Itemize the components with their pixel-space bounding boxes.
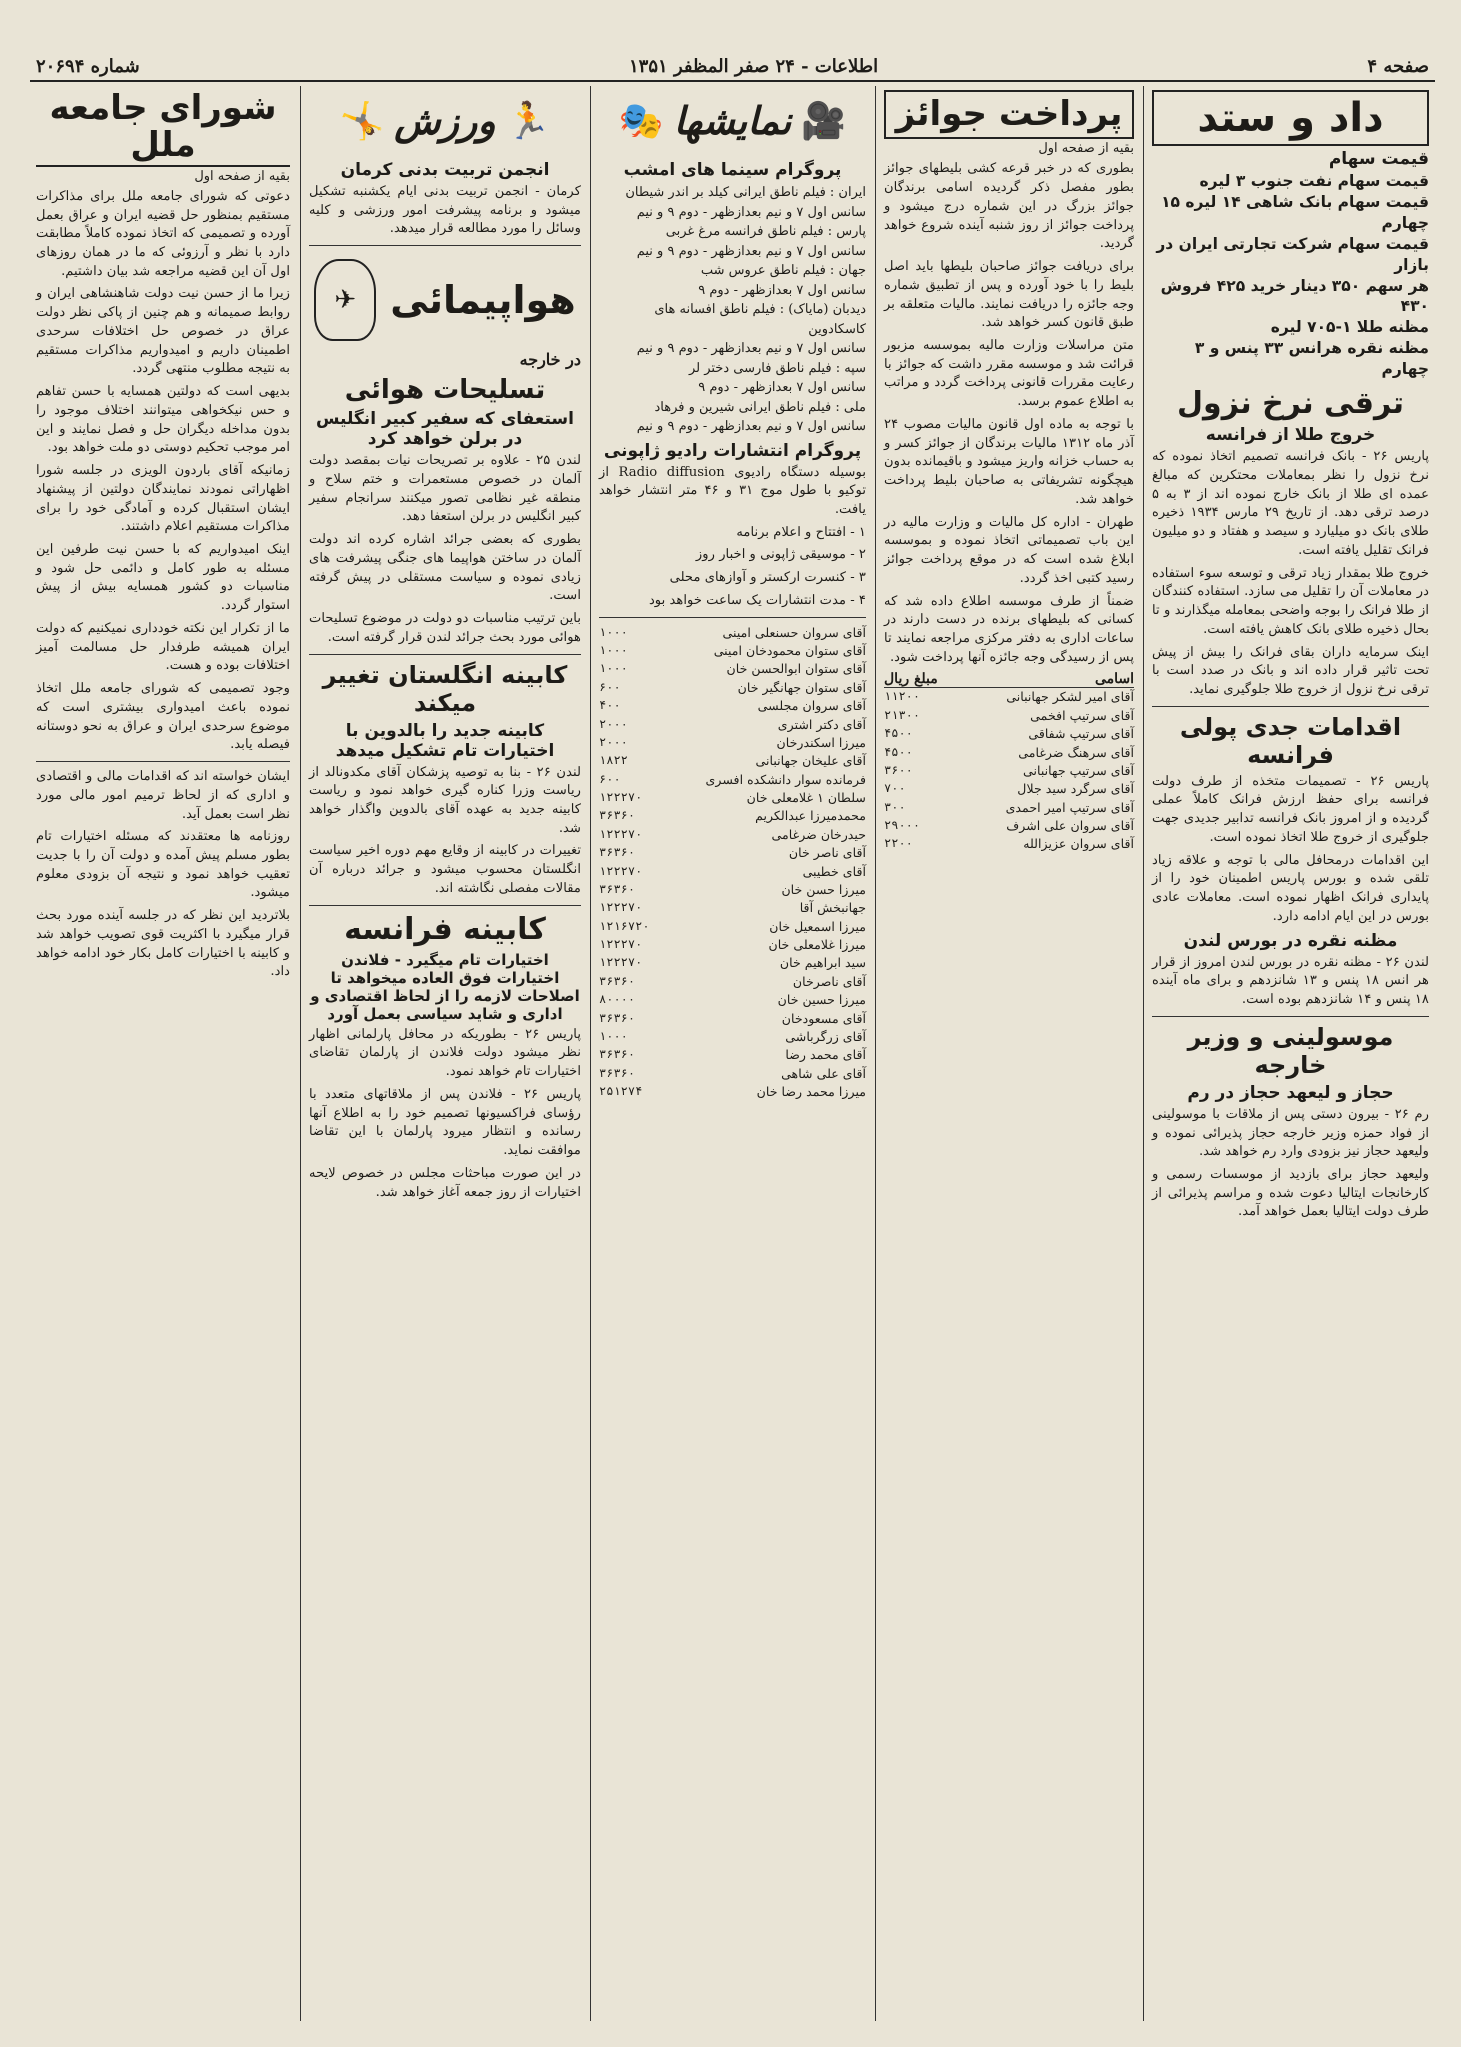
list-row: آقای سروان حسنعلی امینی ۱۰۰۰	[599, 624, 866, 640]
list-row: سید ابراهیم خان ۱۲۲۲۷۰	[599, 955, 866, 971]
paragraph: بطوری که در خبر قرعه کشی بلیطهای جوائز بطور مفصل ذکر گردیده اسامی برندگان جوائز بزرگ در این شماره درج میشود و پرداخت جوائز از روز شنبه آینده شروع خواهد گردید.	[884, 161, 1134, 252]
france-cabinet-subtitle: اختیارات تام میگیرد - فلاندن اختیارات فوق العاده میخواهد تا اصلاحات لازمه را از لحاظ اقتصادی و اداری و شاید سیاسی بعمل آورد	[310, 950, 580, 1023]
paragraph: پاریس ۲۶ - فلاندن پس از ملاقاتهای متعدد با رؤسای فراکسیونها تصمیم خود را به اطلاع آنها رسانده و انتظار میرود پارلمان با این تقاضا موافقت نماید.	[309, 1086, 582, 1159]
paragraph: بلاتردید این نظر که در جلسه آینده مورد بحث قرار میگیرد با اکثریت قوی تصویب خواهد شد و کابینه با اختیارات کامل بکار خود ادامه خواهد داد.	[36, 908, 290, 980]
list-row: میرزا اسمعیل خان ۱۲۱۶۷۲۰	[599, 918, 866, 934]
dateline: اطلاعات - ۲۴ صفر المظفر ۱۳۵۱	[629, 55, 879, 77]
list-row: حیدرخان ضرغامی ۱۲۲۲۷۰	[599, 826, 866, 842]
stock-line: هر سهم ۳۵۰ دینار خرید ۴۲۵ فروش ۴۳۰	[1160, 276, 1429, 316]
divider	[309, 245, 581, 246]
list-row: فرمانده سوار دانشکده افسری ۶۰۰	[599, 771, 866, 787]
air-subtitle: استعفای که سفیر کبیر انگلیس در برلن خواهد کرد	[316, 409, 574, 450]
cabinet-title: کابینه انگلستان تغییر میکند	[322, 660, 568, 717]
winner-row: آقای سرتیپ افخمی ۲۱۳۰۰	[884, 707, 1134, 723]
stock-line: مظنه نقره هرانس ۳۳ پنس و ۳ چهارم	[1194, 339, 1429, 379]
column-rule	[875, 86, 876, 2021]
list-row: آقای ناصرخان ۳۶۳۶۰	[599, 973, 866, 989]
column-rule	[590, 86, 591, 2021]
paragraph: ۴ - مدت انتشارات یک ساعت خواهد بود	[648, 592, 866, 608]
list-row: میرزا اسکندرخان ۲۰۰۰	[599, 734, 866, 750]
league-kicker: بقیه از صفحه اول	[194, 168, 290, 184]
list-row: میرزا محمد رضا خان ۲۵۱۲۷۴	[599, 1084, 866, 1100]
divider	[309, 905, 581, 906]
paragraph: کرمان - انجمن تربیت بدنی ایام یکشنبه تشکیل میشود و برنامه پیشرفت امور ورزشی و کلیه وسائل را مورد مطالعه قرار میدهد.	[309, 184, 581, 237]
paragraph: ۳ - کنسرت ارکستر و آوازهای محلی	[669, 570, 866, 586]
divider	[1152, 1016, 1429, 1017]
winner-row: آقای سرتیپ امیر احمدی ۳۰۰	[884, 799, 1134, 815]
program-line: سانس اول ۷ و نیم بعدازظهر - دوم ۹ و نیم	[636, 341, 866, 356]
paragraph: با توجه به ماده اول قانون مالیات مصوب ۲۴ آذر ماه ۱۳۱۲ مالیات برندگان از جوائز کسر و به حساب خزانه واریز میشود و باقیمانده بدون هیچگونه تشریفاتی به صاحبان بلیط پرداخت خواهد شد.	[884, 416, 1135, 507]
program-line: سانس اول ۷ و نیم بعدازظهر - دوم ۹ و نیم	[636, 243, 866, 259]
list-row: محمدمیرزا عبدالکریم ۳۶۳۶۰	[599, 808, 866, 824]
curtain-icon: 🎭	[618, 101, 664, 142]
paragraph: ضمناً از طرف موسسه اطلاع داده شد که کسانی که بلیطهای برنده در دست دارند در ساعات اداری به دفتر مرکزی مراجعه نمایند تا پس از رسیدگی وجه جائزه آنها پرداخت شود.	[884, 593, 1134, 665]
paragraph: لندن ۲۶ - مظنه نقره در بورس لندن امروز از قرار هر انس ۱۸ پنس و ۱۳ شانزدهم و برای ماه آینده ۱۸ پنس و ۱۴ شانزدهم بوده است.	[1152, 954, 1429, 1008]
winners-head-amount: مبلغ ریال	[884, 671, 938, 688]
stock-line: قیمت سهام شرکت تجارتی ایران در بازار	[1156, 234, 1429, 274]
divider	[599, 617, 866, 618]
paragraph: ما از تکرار این نکته خودداری نمیکنیم که دولت ایران همیشه طرفدار حل مسالمت آمیز اختلافات بوده و هست.	[36, 620, 290, 674]
paragraph: ۲ - موسیقی ژاپونی و اخبار روز	[695, 547, 866, 563]
cinema-logo-text: نمایشها	[673, 99, 792, 143]
silver-title: مظنه نقره در بورس لندن	[1183, 930, 1398, 951]
winners-header	[884, 671, 1134, 688]
sport-logo-text: ورزش	[394, 99, 496, 143]
program-line: سانس اول ۷ و نیم بعدازظهر - دوم ۹ و نیم	[636, 419, 866, 434]
cabinet-subtitle: کابینه جدید را بالدوین با اختیارات تام تشکیل میدهد	[335, 720, 555, 761]
radio-title: پروگرام انتشارات رادیو ژاپونی	[603, 440, 862, 461]
paragraph: رم ۲۶ - بیرون دستی پس از ملاقات با موسولینی از فواد حمزه وزیر خارجه حجاز پذیرائی نموده و ولیعهد حجاز نیز بزودی وارد رم خواهد شد.	[1152, 1106, 1429, 1160]
prize-kicker: بقیه از صفحه اول	[1038, 141, 1134, 157]
paragraph: بطوری که بعضی جرائد اشاره کرده اند دولت آلمان در ساختن هواپیما های جنگی پیشرفت های زیادی نموده و سیاست مستقلی در پیش گرفته است.	[309, 532, 581, 604]
paragraph: برای دریافت جوائز صاحبان بلیطها باید اصل بلیط را با خود آورده و پس از تطبیق شماره وجه جائزه را دریافت نمایند. مالیات متعلقه بر طبق قانون کسر خواهد شد.	[884, 259, 1134, 331]
program-line: سانس اول ۷ و نیم بعدازظهر - دوم ۹ و نیم	[636, 204, 866, 220]
winners-head-name: اسامی	[1094, 671, 1134, 688]
program-line: جهان : فیلم ناطق عروس شب	[700, 263, 866, 278]
musso-title: موسولینی و وزیر خارجه	[1187, 1022, 1394, 1079]
column-prizes	[878, 86, 1140, 2021]
winner-row: آقای امیر لشکر جهانبانی ۱۱۲۰۰	[884, 689, 1134, 705]
program-line: ملی : فیلم ناطق ایرانی شیرین و فرهاد	[654, 399, 866, 415]
paragraph: این اقدامات درمحافل مالی با توجه و علاقه زیاد تلقی شده و بورس پاریس اطمینان خود را از پایداری فرانک اظهار نموده است. معاملات عادی بورس در این ایام ادامه دارد.	[1152, 852, 1429, 924]
winner-row: آقای سرهنگ ضرغامی ۴۵۰۰	[884, 744, 1134, 760]
sport-title: انجمن تربیت بدنی کرمان	[340, 160, 550, 180]
paragraph: متن مراسلات وزارت ماليه بموسسه مزبور قرائت شد و موسسه مقرر داشت که جوائز با رعایت مقررات قانونی پرداخت گردد و مراتب به اطلاع عموم برسد.	[884, 338, 1134, 410]
trade-title: داد و ستد	[1152, 90, 1429, 146]
paragraph: پاریس ۲۶ - بطوریکه در محافل پارلمانی اظهار نظر میشود دولت فلاندن از پارلمان تقاضای اختیارات تام خواهد نمود.	[309, 1026, 581, 1080]
winner-row: آقای سروان علی اشرف ۲۹۰۰۰	[884, 818, 1134, 834]
list-row: آقای زرگرباشی ۱۰۰۰	[599, 1028, 866, 1044]
paragraph: بدیهی است که دولتین همسایه با حسن تفاهم و حس نیکخواهی میتوانند اختلاف موجود را بدون مداخله دیگران حل و فصل نمایند و این امر موجب تحکیم دوستی دو ملت خواهد بود.	[36, 384, 290, 456]
list-row: آقای خطیبی ۱۲۲۲۷۰	[599, 863, 866, 879]
abroad-label: در خارجه	[519, 350, 581, 370]
paragraph: لندن ۲۶ - بنا به توصیه پزشکان آقای مکدونالد از ریاست وزرا کناره گیری خواهد نمود و ریاست کابینه جدید به عهده آقای بالدوین واگذار خواهد شد.	[309, 764, 582, 836]
list-row: آقای محمد رضا ۳۶۳۶۰	[599, 1047, 866, 1063]
list-row: آقای سروان مجلسی ۴۰۰	[599, 698, 866, 714]
column-trade	[1146, 86, 1435, 2021]
paragraph: روزنامه ها معتقدند که مسئله اختیارات تام بطور مسلم پیش آمده و دولت آن را با جدیت تعقیب خواهد نمود و نتیجه آن بزودی معلوم میشود.	[36, 829, 290, 901]
divider	[1152, 706, 1429, 707]
winner-row: آقای سروان عزیزالله ۲۲۰۰	[884, 836, 1134, 852]
paragraph: طهران - اداره کل مالیات و وزارت مالیه در این باب تصمیماتی اتخاذ نموده و بموسسه ابلاغ شده است که در موقع پرداخت جوائز رسید کتبی اخذ گردد.	[884, 514, 1134, 586]
list-row: میرزا غلامعلی خان ۱۲۲۲۷۰	[599, 937, 866, 953]
stock-line: مظنه طلا ۱-۷۰۵ لیره	[1270, 318, 1429, 337]
musso-subtitle: حجاز و لیعهد حجاز در رم	[1187, 1082, 1394, 1103]
cinema-program-title: پروگرام سینما های امشب	[623, 160, 842, 180]
pilot-icon: ✈	[314, 259, 376, 341]
france-title: اقدامات جدی پولی فرانسه	[1179, 712, 1402, 769]
france-cabinet-title: کابینه فرانسه	[344, 911, 546, 947]
projector-icon: 🎥	[801, 101, 847, 142]
winner-row: آقای سرگرد سید جلال ۷۰۰	[884, 781, 1134, 797]
page-label: صفحه ۴	[1367, 55, 1429, 77]
program-line: پارس : فیلم ناطق فرانسه مرغ غربی	[665, 224, 866, 239]
prize-title: پرداخت جوائز	[884, 90, 1134, 139]
paragraph: ولیعهد حجاز برای بازدید از موسسات رسمی و کارخانجات ایتالیا دعوت شده و مراسم پذیرائی از طرف دولت ایتالیا بعمل خواهد آمد.	[1152, 1166, 1429, 1220]
stock-line: قیمت سهام بانک شاهی ۱۴ لیره ۱۵ چهارم	[1161, 192, 1429, 232]
paragraph: لندن ۲۵ - علاوه بر تصریحات نیات بمقصد دولت آلمان در خصوص مستعمرات و ختم سلاح و منطقه غیر نظامی تصور میکنند سرانجام سفیر کبیر انگلیس در برلن استعفا دهد.	[309, 453, 582, 525]
cinema-logo	[599, 86, 866, 156]
sport-logo	[309, 86, 581, 156]
paragraph: باین ترتیب مناسبات دو دولت در موضوع تسلیحات هوائی مورد بحث جرائد لندن قرار گرفته است.	[309, 611, 581, 645]
divider	[36, 761, 290, 762]
list-row: آقای مسعودخان ۳۶۳۶۰	[599, 1010, 866, 1026]
issue-number: شماره ۲۰۶۹۴	[36, 55, 140, 77]
list-row: آقای ستوان محمودخان امینی ۱۰۰۰	[599, 643, 866, 659]
paragraph: زمانیکه آقای باردون الویزی در جلسه شورا اظهاراتی نمودند نمایندگان دولتین از پیشنهاد ایشان استقبال کرده و آمادگی خود را برای مذاکرات مستقیم اعلام داشتند.	[36, 463, 290, 535]
program-line: دیدبان (مایاک) : فیلم ناطق افسانه های کاسکادوین	[654, 302, 866, 337]
winner-row: آقای سرتیپ شفاقی ۴۵۰۰	[884, 726, 1134, 742]
athlete-icon: 🤸	[339, 101, 385, 142]
paragraph: تغییرات در کابینه از وقایع مهم دوره اخیر سیاست انگلستان محسوب میشود و جرائد درباره آن مقالات مفصلی نگاشته اند.	[309, 843, 581, 896]
list-row: سلطان ۱ غلامعلی خان ۱۲۲۲۷۰	[599, 790, 866, 806]
paragraph: اینک سرمایه داران بقای فرانک را بیش از پیش تحت تاثیر قرار داده اند و بانک در صدد است با ترقی نرخ نزول از خروج طلا جلوگیری نماید.	[1152, 644, 1429, 697]
stock-line: قیمت سهام نفت جنوب ۳ لیره	[1199, 171, 1429, 190]
list-row: آقای دکتر اشتری ۲۰۰۰	[599, 716, 866, 732]
column-sport	[303, 86, 587, 2021]
list-row: آقای علیخان جهانبانی ۱۸۲۲	[599, 753, 866, 769]
column-cinema	[593, 86, 872, 2021]
paragraph: پاریس ۲۶ - بانک فرانسه تصمیم اتخاذ نموده که نرخ نزول را نظر بمعاملات محتکرین که مبالغ عمده ای طلا از بانک خارج نموده اند از ۳ به ۵ درصد ترقی دهد. از تاریخ ۲۹ مارس ۱۹۳۴ ذخیره طلای بانک دو میلیارد و سیصد و هفتاد و دو میلیون فرانک تقلیل یافته است.	[1152, 449, 1430, 558]
column-rule	[1143, 86, 1144, 2021]
column-league	[30, 86, 296, 2021]
aviation-logo	[309, 252, 581, 348]
list-row: آقای ستوان ابوالحسن خان ۱۰۰۰	[599, 661, 866, 677]
paragraph: ایشان خواسته اند که اقدامات مالی و اقتصادی و اداری که از لحاظ ترمیم امور مالی مورد نظر است بعمل آید.	[36, 769, 290, 822]
winner-row: آقای سرتیپ جهانبانی ۳۶۰۰	[884, 762, 1134, 778]
list-row: میرزا حسن خان ۳۶۳۶۰	[599, 881, 866, 897]
program-line: سپه : فیلم ناطق فارسی دختر لر	[688, 360, 866, 376]
program-line: ایران : فیلم ناطق ایرانی کیلد بر اندر شیطان	[625, 185, 866, 200]
air-title: تسلیحات هوائی	[344, 375, 546, 406]
column-rule	[300, 86, 301, 2021]
list-row: آقای ناصر خان ۳۶۳۶۰	[599, 845, 866, 861]
list-row: میرزا حسین خان ۸۰۰۰۰	[599, 992, 866, 1008]
rise-subtitle: خروج طلا از فرانسه	[1205, 425, 1376, 446]
paragraph: زیرا ما از حسن نیت دولت شاهنشاهی ایران و روابط صمیمانه و هم چنین از پاکی نظر دولت عراق در خصوص حل اختلافات سرحدی اطمینان داریم و امیدواریم مذاکرات مستقیم به نتیجه مطلوب منتهی گردد.	[36, 286, 290, 377]
list-row: آقای علی شاهی ۳۶۳۶۰	[599, 1065, 866, 1081]
paragraph: در این صورت مباحثات مجلس در خصوص لایحه اختیارات از روز جمعه آغاز خواهد شد.	[309, 1165, 581, 1200]
divider	[309, 654, 581, 655]
masthead	[30, 52, 1435, 82]
runner-icon: 🏃	[505, 101, 551, 142]
program-line: سانس اول ۷ بعدازظهر - دوم ۹	[698, 380, 866, 395]
paragraph: بوسیله دستگاه رادیوی Radio diffusion از توکیو با طول موج ۳۱ و ۴۶ متر انتشار خواهد یافت.	[599, 464, 866, 517]
aviation-logo-text: هواپیمائی	[390, 278, 576, 323]
list-row: آقای ستوان جهانگیر خان ۶۰۰	[599, 679, 866, 695]
paragraph: وجود تصمیمی که شورای جامعه ملل اتخاذ نموده باعث امیدواری بیشتری است که موضوع سرحدی ایران و عراق به نحو دوستانه فیصله یابد.	[36, 681, 290, 753]
paragraph: پاریس ۲۶ - تصمیمات متخذه از طرف دولت فرانسه برای حفظ ارزش فرانک کاملاً عملی گردیده و از امروز بانک فرانسه تدابیر جدیدی جهت جلوگیری از خروج طلا اتخاذ نموده است.	[1152, 773, 1430, 845]
paragraph: خروج طلا بمقدار زیاد ترقی و توسعه سوء استفاده در معاملات آن را تقلیل می سازد. استفاده کنندگان از طلا فرانک را بوجه واضحی بمعامله میگذارند و تا بحال ذخیره طلای بانک کاهش یافته است.	[1152, 565, 1429, 637]
paragraph: ۱ - افتتاح و اعلام برنامه	[736, 524, 866, 540]
stocks-head: قیمت سهام	[1328, 149, 1429, 169]
league-title: شورای جامعه ملل	[36, 90, 290, 167]
list-row: جهانبخش آقا ۱۲۲۲۷۰	[599, 900, 866, 916]
rise-title: ترقی نرخ نزول	[1177, 386, 1404, 422]
paragraph: دعوتی که شورای جامعه ملل برای مذاکرات مستقیم بمنظور حل قضیه ایران و عراق بعمل آورده و تصمیمی که اتخاذ نموده کاملاً مطابقت دارد با نظر و آرزوئی که ما در همان روزهای اول آن این قضیه مراجعه شد بیان داشتیم.	[36, 188, 290, 279]
program-line: سانس اول ۷ بعدازظهر - دوم ۹	[698, 282, 866, 298]
paragraph: اینک امیدواریم که با حسن نیت طرفین این مسئله به طور کامل و دائمی حل شود و مناسبات دو کشور همسایه بیش از پیش استوار گردد.	[36, 542, 290, 614]
